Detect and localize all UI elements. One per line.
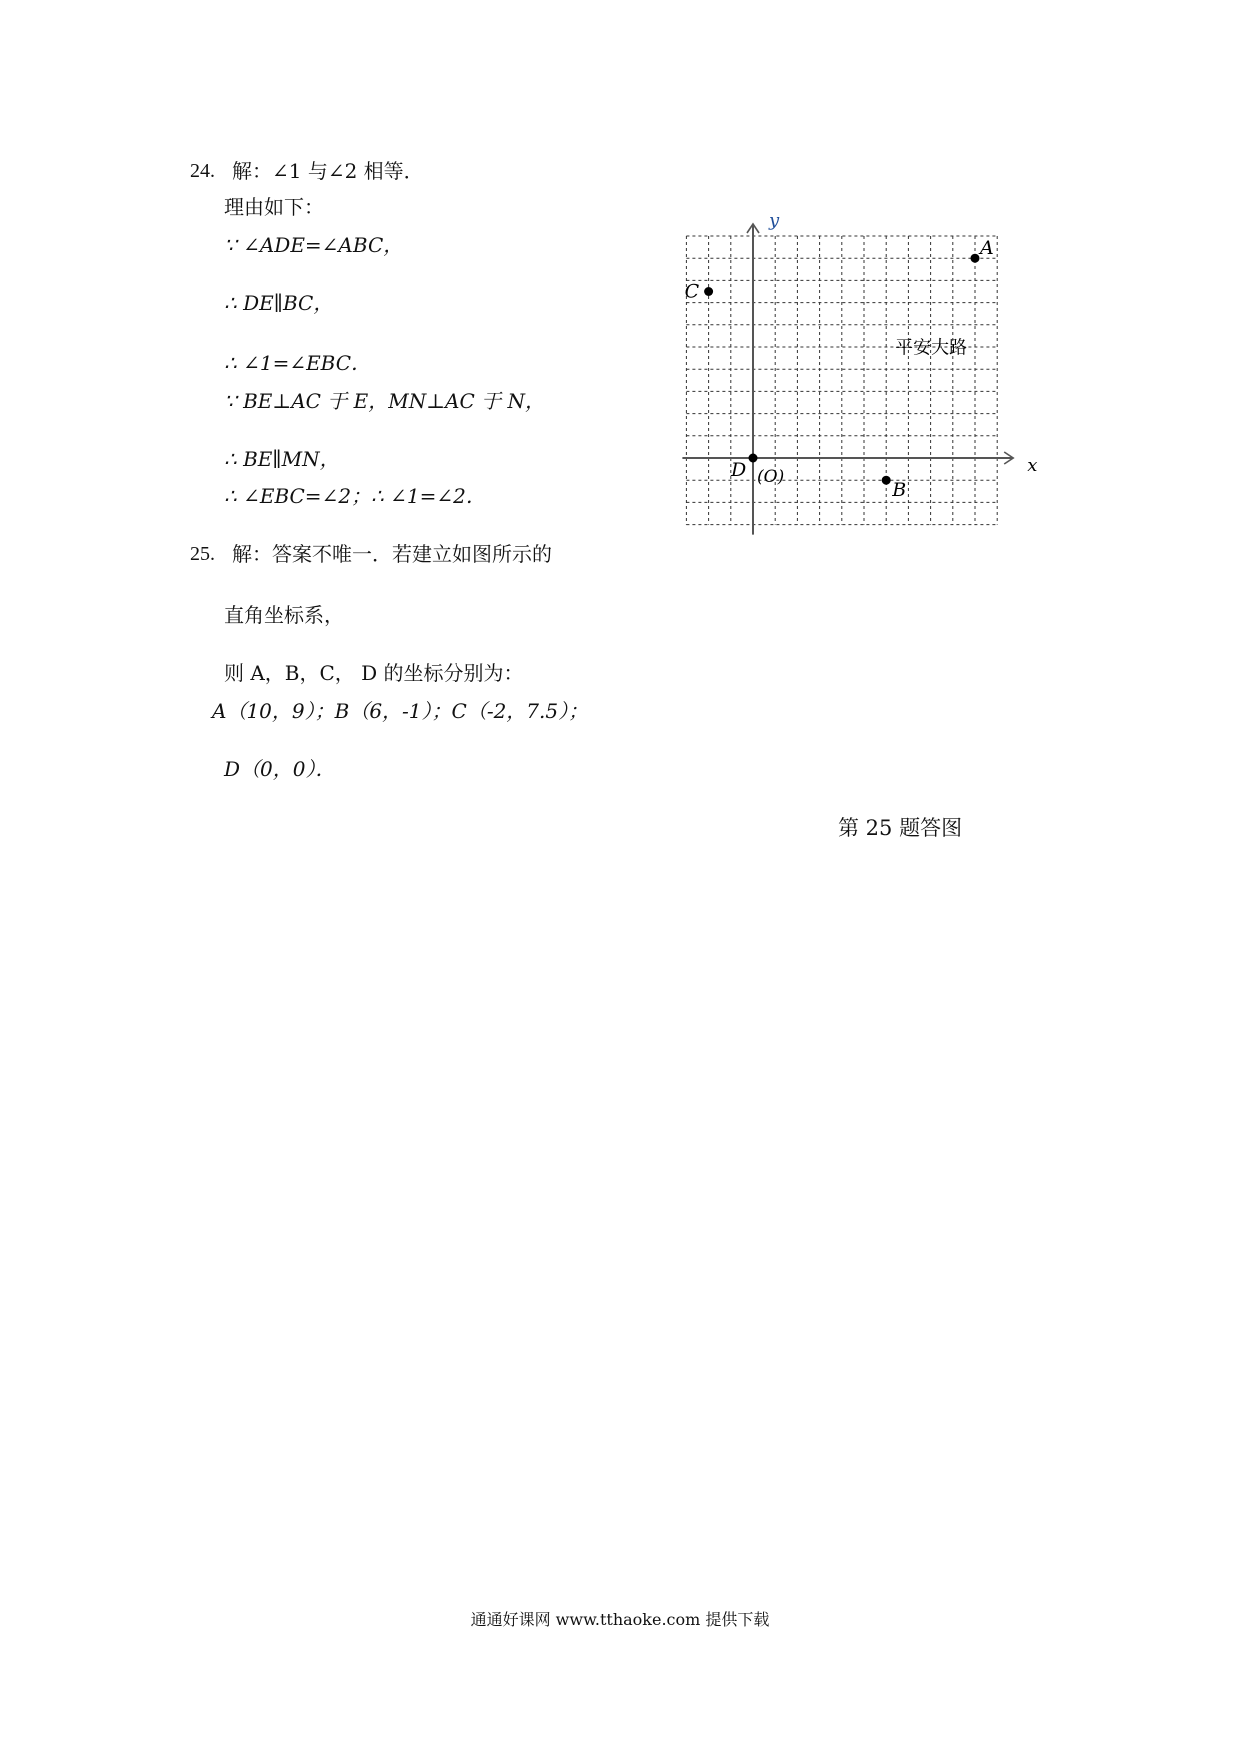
q24-number: 24. [190, 160, 215, 182]
q25-number: 25. [190, 543, 215, 565]
q24-heading: 解：∠1 与∠2 相等． [232, 159, 424, 183]
point-a [971, 254, 980, 263]
point-b [882, 476, 891, 485]
q25-line-3: 则 A，B，C， D 的坐标分别为： [224, 661, 524, 685]
q24-step-1: ∵ ∠ADE=∠ABC， [224, 233, 404, 257]
footer-text: 通通好课网 www.tthaoke.com 提供下载 [470, 1610, 770, 1629]
q24-step-5: ∴ BE∥MN， [224, 447, 340, 471]
q25-line-2: 直角坐标系， [224, 603, 344, 627]
point-label-c: C [684, 280, 700, 303]
y-axis-label: y [769, 210, 780, 231]
coordinate-grid-figure [680, 210, 1050, 542]
point-label-a: A [980, 237, 994, 260]
q24-step-6: ∴ ∠EBC=∠2；∴ ∠1=∠2． [224, 484, 486, 508]
q24-reason-intro: 理由如下： [224, 195, 324, 219]
origin-label: (O) [757, 467, 785, 487]
grid-lines [686, 236, 997, 525]
q24-step-2: ∴ DE∥BC， [224, 291, 334, 315]
road-label: 平安大路 [895, 337, 968, 359]
x-axis-label: x [1027, 455, 1038, 476]
q25-line-4: A（10，9）；B（6，-1）；C（-2，7.5）； [212, 699, 589, 723]
point-label-b: B [892, 479, 907, 502]
q25-line-5: D（0，0）． [224, 757, 336, 781]
q24-step-3: ∴ ∠1=∠EBC． [224, 351, 372, 375]
q25-line-1: 解：答案不唯一．若建立如图所示的 [232, 542, 552, 566]
q24-step-4: ∵ BE⊥AC 于 E，MN⊥AC 于 N， [224, 389, 545, 413]
point-label-d: D [731, 459, 747, 481]
figure-caption: 第 25 题答图 [838, 816, 963, 840]
point-d [749, 454, 758, 463]
point-c [704, 287, 713, 296]
